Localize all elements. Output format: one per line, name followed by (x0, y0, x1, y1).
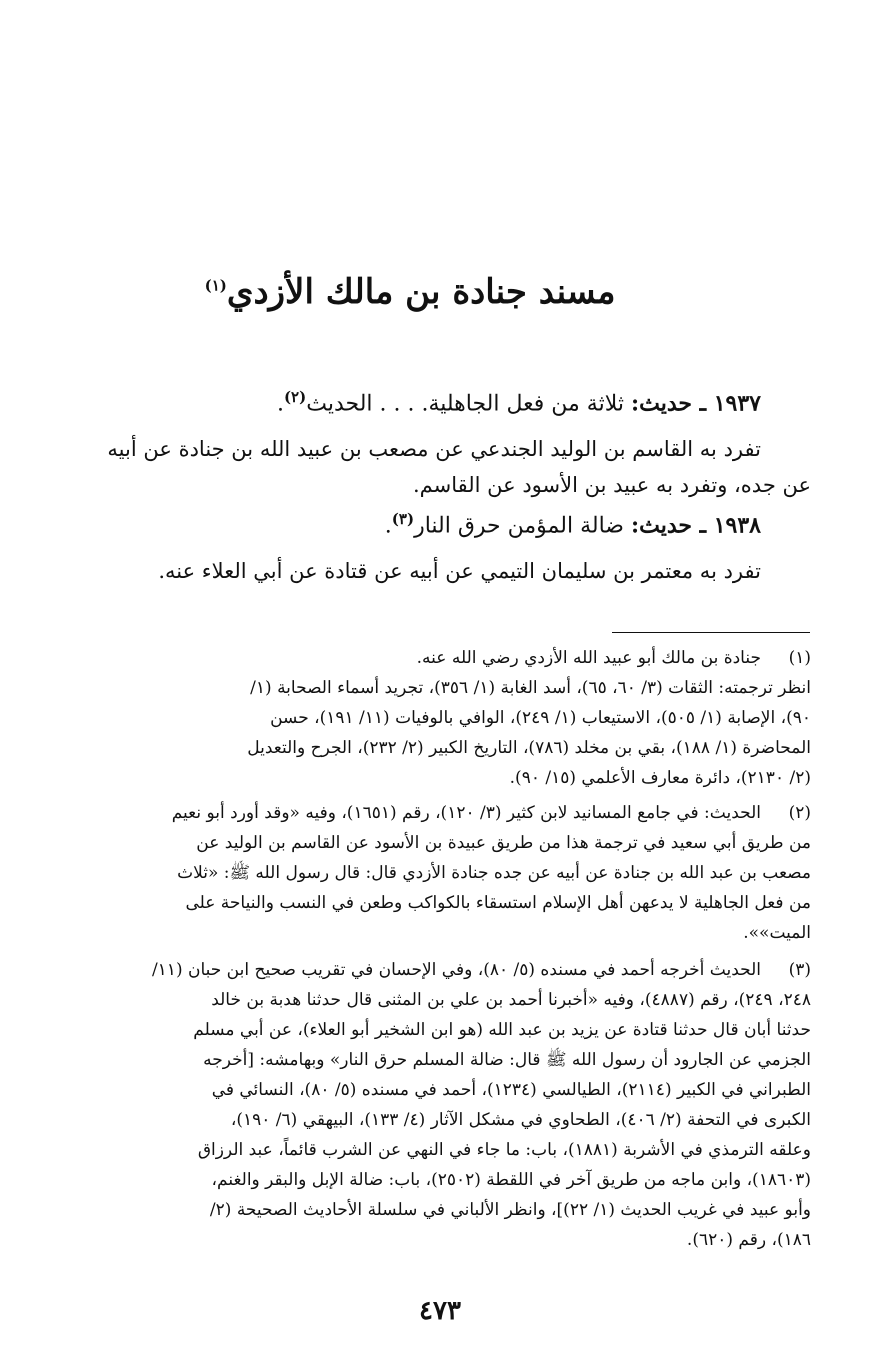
footnote-3-line-10: ١٨٦)، رقم (٦٢٠). (686, 1230, 811, 1250)
footnote-separator (612, 632, 810, 633)
footnote-1-line-4: المحاضرة (١/ ١٨٨)، بقي بن مخلد (٧٨٦)، التاريخ الكبير (٢/ ٢٣٢)، الجرح والتعديل (247, 738, 811, 758)
footnote-2-line-3: مصعب بن عبد الله بن جنادة عن أبيه عن جده جنادة الأزدي قال: قال رسول الله ﷺ: «ثلاث (177, 863, 811, 883)
hadith-end: . (276, 391, 284, 417)
hadith-text: ثلاثة من فعل الجاهلية. . . . الحديث (306, 391, 624, 417)
hadith-end: . (384, 513, 392, 539)
hadith-note-ref: (٣) (391, 510, 415, 528)
footnote-1-marker: (١) (788, 648, 811, 668)
hadith-number: ١٩٣٧ ـ حديث: (630, 390, 761, 417)
footnote-3-line-6: الكبرى في التحفة (٢/ ٤٠٦)، الطحاوي في مشكل الآثار (٤/ ١٣٣)، البيهقي (٦/ ١٩٠)، (230, 1110, 811, 1130)
hadith-1937-body-line-1: تفرد به القاسم بن الوليد الجندعي عن مصعب بن عبيد الله بن جنادة عن أبيه (107, 437, 761, 461)
footnote-2-marker: (٢) (788, 803, 811, 823)
footnote-3-line-4: الجزمي عن الجارود أن رسول الله ﷺ قال: ضالة المسلم حرق النار» وبهامشه: [أخرجه (203, 1050, 811, 1070)
hadith-text: ضالة المؤمن حرق النار (414, 513, 624, 539)
footnote-3-line-1: الحديث أخرجه أحمد في مسنده (٥/ ٨٠)، وفي الإحسان في تقريب صحيح ابن حبان (١١/ (151, 960, 761, 980)
footnote-3-marker: (٣) (788, 960, 811, 980)
footnote-3-line-2: ٢٤٨، ٢٤٩)، رقم (٤٨٨٧)، وفيه «أخبرنا أحمد بن علي بن المثنى قال حدثنا هدبة بن خالد (211, 990, 811, 1010)
footnote-2-line-2: من طريق أبي سعيد في ترجمة هذا من طريق عبيدة بن الأسود عن القاسم بن الوليد عن (196, 833, 811, 853)
hadith-number: ١٩٣٨ ـ حديث: (630, 512, 761, 539)
hadith-1937-body-line-2: عن جده، وتفرد به عبيد بن الأسود عن القاسم. (412, 473, 811, 497)
footnote-3-line-5: الطبراني في الكبير (٢١١٤)، الطيالسي (١٢٣٤)، أحمد في مسنده (٥/ ٨٠)، النسائي في (211, 1080, 811, 1100)
chapter-title-text: مسند جنادة بن مالك الأزدي (226, 272, 616, 312)
footnote-1-line-1: جنادة بن مالك أبو عبيد الله الأزدي رضي الله عنه. (416, 648, 761, 668)
hadith-1938-heading (385, 510, 761, 541)
page-number: ٤٧٣ (419, 1296, 461, 1326)
footnote-2-line-5: الميت»». (743, 923, 811, 943)
hadith-1937-heading (277, 388, 761, 419)
hadith-1938-body-line-1: تفرد به معتمر بن سليمان التيمي عن أبيه عن قتادة عن أبي العلاء عنه. (158, 559, 761, 583)
footnote-2-line-4: من فعل الجاهلية لا يدعهن أهل الإسلام استسقاء بالكواكب وطعن في النسب والنياحة على (185, 893, 811, 913)
footnote-1-line-2: انظر ترجمته: الثقات (٣/ ٦٠، ٦٥)، أسد الغابة (١/ ٣٥٦)، تجريد أسماء الصحابة (١/ (250, 678, 811, 698)
hadith-note-ref: (٢) (283, 388, 307, 406)
chapter-title-note-ref: (١) (204, 276, 227, 295)
footnote-3-line-9: وأبو عبيد في غريب الحديث (١/ ٢٢)]، وانظر الألباني في سلسلة الأحاديث الصحيحة (٢/ (209, 1200, 811, 1220)
footnote-1-line-5: (٢/ ٢١٣٠)، دائرة معارف الأعلمي (١٥/ ٩٠). (509, 768, 811, 788)
footnote-2-line-1: الحديث: في جامع المسانيد لابن كثير (٣/ ١٢٠)، رقم (١٦٥١)، وفيه «وقد أورد أبو نعيم (171, 803, 761, 823)
chapter-title (200, 272, 620, 313)
footnote-3-line-3: حدثنا أبان قال حدثنا قتادة عن يزيد بن عبد الله (هو ابن الشخير أبو العلاء)، عن أبي مسلم (193, 1020, 811, 1040)
footnote-3-line-7: وعلقه الترمذي في الأشربة (١٨٨١)، باب: ما جاء في النهي عن الشرب قائماً، عبد الرزاق (197, 1140, 811, 1160)
footnote-3-line-8: (١٨٦٠٣)، وابن ماجه من طريق آخر في اللقطة (٢٥٠٢)، باب: ضالة الإبل والبقر والغنم، (211, 1170, 811, 1190)
footnote-1-line-3: ٩٠)، الإصابة (١/ ٥٠٥)، الاستيعاب (١/ ٢٤٩)، الوافي بالوفيات (١١/ ١٩١)، حسن (270, 708, 811, 728)
